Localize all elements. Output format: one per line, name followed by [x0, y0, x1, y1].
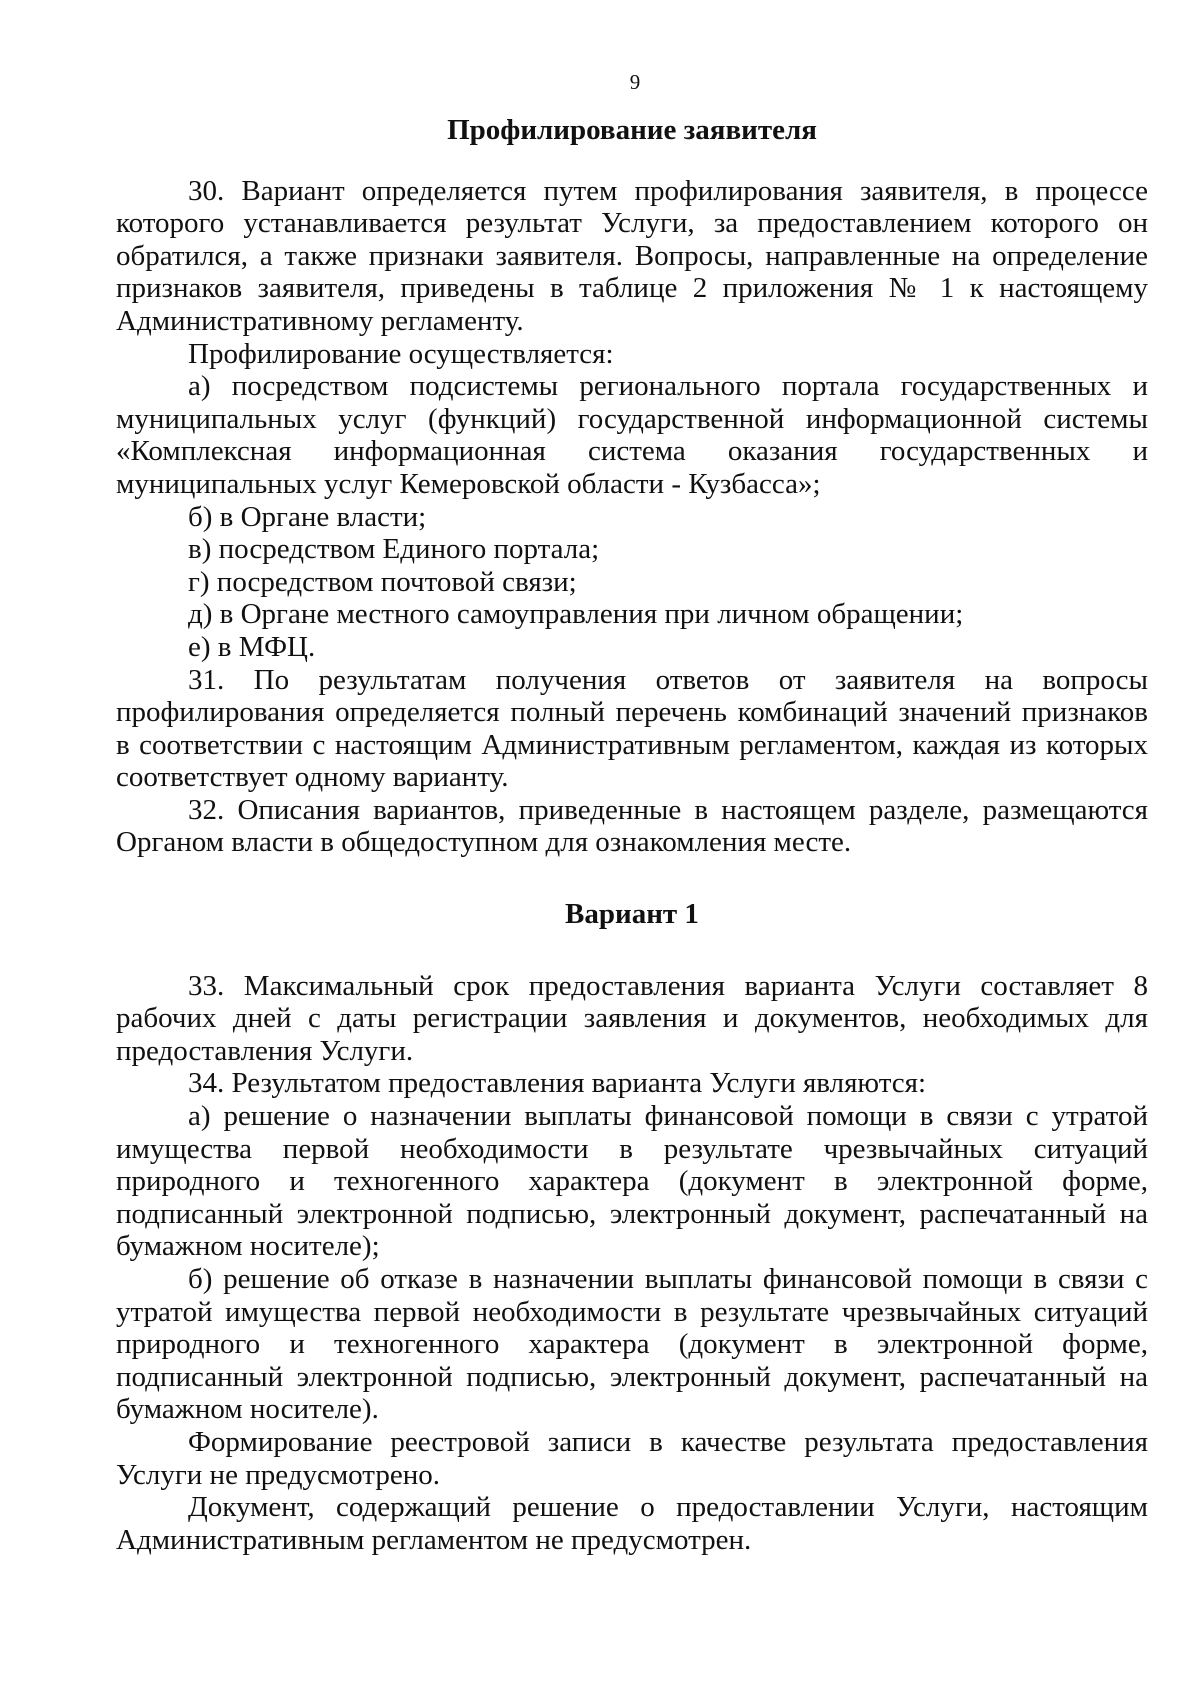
section-heading-variant-1: Вариант 1	[565, 898, 699, 931]
paragraph-32: 32. Описания вариантов, приведенные в настоящем разделе, размещаются Органом власти в общедоступном для ознакомления месте.	[116, 793, 1148, 859]
list-item-a: а) посредством подсистемы регионального портала государственных и муниципальных услуг (функций) государственной информационной системы «Комплексная информационная система оказания государственных и муниципальных услуг Кемеровской области - Кузбасса»;	[116, 370, 1148, 500]
list-item-v: в) посредством Единого портала;	[188, 533, 600, 566]
paragraph-30: 30. Вариант определяется путем профилирования заявителя, в процессе которого устанавливается результат Услуги, за предоставлением которого он обратился, а также признаки заявителя. Вопросы, направленные на определение признаков заявителя, приведены в таблице 2 приложения № 1 к настоящему Административному регламенту.	[116, 174, 1148, 337]
list-item-e: е) в МФЦ.	[188, 630, 316, 663]
list-item-b: б) в Органе власти;	[188, 500, 427, 533]
paragraph-decision-document: Документ, содержащий решение о предоставлении Услуги, настоящим Административным регламентом не предусмотрен.	[116, 1491, 1148, 1556]
paragraph-profiling-intro: Профилирование осуществляется:	[188, 337, 614, 370]
paragraph-33: 33. Максимальный срок предоставления варианта Услуги составляет 8 рабочих дней с даты регистрации заявления и документов, необходимых для предоставления Услуги.	[116, 969, 1148, 1067]
paragraph-31: 31. По результатам получения ответов от заявителя на вопросы профилирования определяется полный перечень комбинаций значений признаков в соответствии с настоящим Административным регламентом, каждая из которых соответствует одному варианту.	[116, 663, 1148, 794]
paragraph-registry-record: Формирование реестровой записи в качестве результата предоставления Услуги не предусмотрено.	[116, 1425, 1148, 1491]
result-item-a: а) решение о назначении выплаты финансовой помощи в связи с утратой имущества первой необходимости в результате чрезвычайных ситуаций природного и техногенного характера (документ в электронной форме, подписанный электронной подписью, электронный документ, распечатанный на бумажном носителе);	[116, 1100, 1148, 1263]
page-number: 9	[629, 70, 641, 94]
document-body	[116, 114, 1148, 1556]
result-item-b: б) решение об отказе в назначении выплаты финансовой помощи в связи с утратой имущества первой необходимости в результате чрезвычайных ситуаций природного и техногенного характера (документ в электронной форме, подписанный электронной подписью, электронный документ, распечатанный на бумажном носителе).	[116, 1263, 1148, 1426]
list-item-g: г) посредством почтовой связи;	[188, 565, 577, 598]
paragraph-34: 34. Результатом предоставления варианта Услуги являются:	[188, 1067, 926, 1100]
list-item-d: д) в Органе местного самоуправления при личном обращении;	[188, 598, 964, 631]
section-heading-profiling: Профилирование заявителя	[447, 114, 817, 146]
